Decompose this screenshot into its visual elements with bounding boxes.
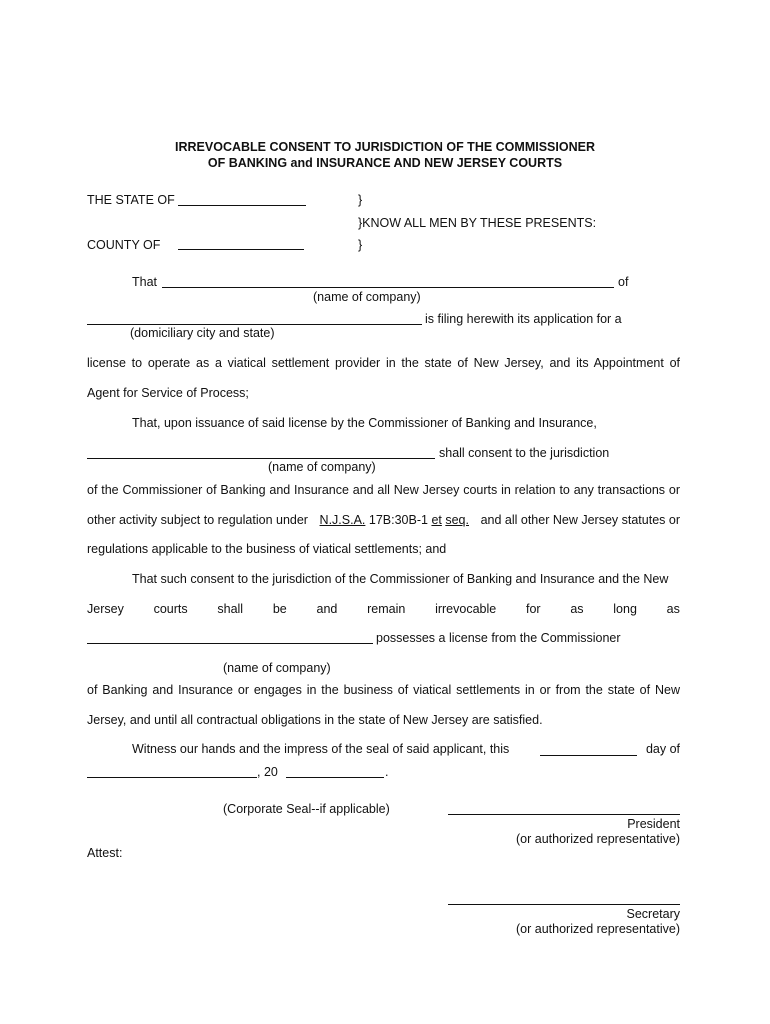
county-blank[interactable] [178, 249, 304, 250]
secretary-signature-line[interactable] [448, 904, 680, 905]
company-name-blank-3[interactable] [87, 643, 373, 644]
word: courts [153, 602, 188, 616]
shall-consent: shall consent to the jurisdiction [439, 446, 610, 460]
agent-line: Agent for Service of Process; [87, 386, 249, 400]
day-of: day of [645, 742, 680, 756]
word: be [272, 602, 287, 616]
word: remain [367, 602, 406, 616]
until-line: Jersey, and until all contractual obligations in the state of New Jersey are satisfied. [87, 713, 543, 727]
company-name-blank-2[interactable] [87, 458, 435, 459]
president-label: President [627, 817, 680, 831]
state-label: THE STATE OF [87, 193, 175, 207]
title-line-1: IRREVOCABLE CONSENT TO JURISDICTION OF THE COMMISSIONER [175, 140, 595, 154]
domiciliary-caption: (domiciliary city and state) [130, 326, 275, 340]
company-name-blank[interactable] [162, 287, 614, 288]
word: long [613, 602, 637, 616]
brace-bottom: } [358, 238, 363, 252]
witness-text: Witness our hands and the impress of the seal of said applicant, this [132, 742, 510, 756]
possesses: possesses a license from the Commissioner [376, 631, 621, 645]
that-label: That [132, 275, 158, 289]
activity-pre: other activity subject to regulation under [87, 513, 308, 527]
activity-line [87, 513, 680, 527]
name-of-company-caption-2: (name of company) [268, 460, 376, 474]
year-period: . [385, 765, 389, 779]
brace-top: } [358, 193, 363, 207]
of-label: of [618, 275, 629, 289]
know-all-men: }KNOW ALL MEN BY THESE PRESENTS: [358, 216, 597, 230]
year-prefix: , 20 [257, 765, 278, 779]
secretary-authorized: (or authorized representative) [516, 922, 680, 936]
county-label: COUNTY OF [87, 238, 161, 252]
word: for [525, 602, 541, 616]
regulations-line: regulations applicable to the business of viatical settlements; and [87, 542, 447, 556]
word: Jersey [87, 602, 124, 616]
word: as [570, 602, 584, 616]
et: et [431, 513, 442, 527]
word: shall [217, 602, 244, 616]
president-signature-line[interactable] [448, 814, 680, 815]
name-of-company-caption-3: (name of company) [223, 661, 331, 675]
secretary-label: Secretary [626, 907, 680, 921]
day-blank[interactable] [540, 755, 637, 756]
word: irrevocable [435, 602, 497, 616]
word: as [666, 602, 680, 616]
njsa: N.J.S.A. [319, 513, 366, 527]
upon-issuance: That, upon issuance of said license by the Commissioner of Banking and Insurance, [132, 416, 597, 430]
corporate-seal: (Corporate Seal--if applicable) [223, 802, 390, 816]
year-blank[interactable] [286, 777, 384, 778]
such-consent: That such consent to the jurisdiction of the Commissioner of Banking and Insurance and the New [132, 572, 669, 586]
title-line-2: OF BANKING and INSURANCE AND NEW JERSEY COURTS [207, 156, 563, 170]
word: and [316, 602, 338, 616]
state-blank[interactable] [178, 205, 306, 206]
banking-line: of Banking and Insurance or engages in the business of viatical settlements in or from the state of New [87, 683, 680, 697]
statute: 17B:30B-1 [368, 513, 428, 527]
month-blank[interactable] [87, 777, 257, 778]
name-of-company-caption: (name of company) [313, 290, 421, 304]
activity-post: and all other New Jersey statutes or [480, 513, 680, 527]
commissioner-line: of the Commissioner of Banking and Insurance and all New Jersey courts in relation to any transactions or [87, 483, 680, 497]
filing-text: is filing herewith its application for a [425, 312, 622, 326]
jersey-words-row [87, 602, 680, 616]
domiciliary-blank[interactable] [87, 324, 422, 325]
seq: seq. [445, 513, 469, 527]
attest-label: Attest: [87, 846, 123, 860]
license-line: license to operate as a viatical settlement provider in the state of New Jersey, and its Appointment of [87, 356, 680, 370]
president-authorized: (or authorized representative) [516, 832, 680, 846]
